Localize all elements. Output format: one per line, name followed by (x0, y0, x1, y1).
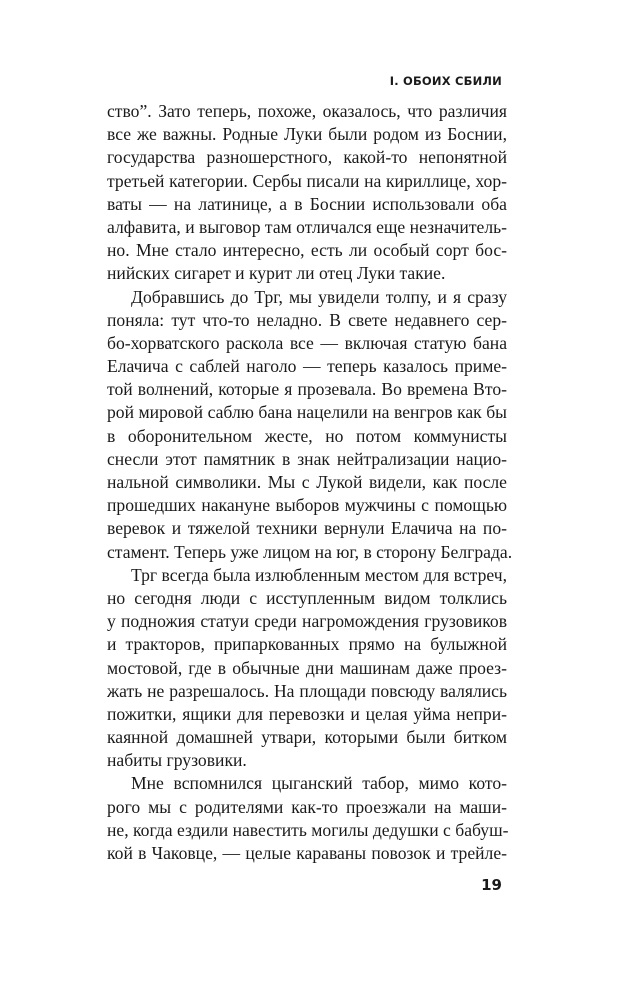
text-line: пожитки, ящики для перевозки и целая уйма непри- (107, 703, 507, 724)
text-line: снесли этот памятник в знак нейтрализации нацио- (107, 448, 507, 469)
text-line: Мне вспомнился цыганский табор, мимо кото- (131, 773, 507, 794)
page-number: 19 (481, 876, 502, 894)
text-line: мостовой, где в обычные дни машинам даже проез- (107, 657, 507, 678)
running-head: I. ОБОИХ СБИЛИ (389, 74, 502, 88)
text-line: но. Мне стало интересно, есть ли особый сорт бос- (107, 240, 507, 261)
text-line: нальной символики. Мы с Лукой видели, как после (107, 472, 507, 492)
text-line: рой мировой саблю бана нацелили на венгров как бы (107, 402, 507, 423)
paragraph (107, 772, 507, 865)
text-line: в оборонительном жесте, но потом коммунисты (107, 425, 507, 446)
text-line: веревок и тяжелой техники вернули Елачича на по- (107, 518, 507, 539)
body-text (107, 100, 513, 865)
text-line: той волнений, которые я прозевала. Во времена Вто- (107, 379, 507, 400)
text-line: ваты — на латинице, а в Боснии использовали оба (107, 193, 507, 214)
text-line: и тракторов, припаркованных прямо на булыжной (107, 634, 507, 655)
text-line: у подножия статуи среди нагромождения грузовиков (107, 611, 507, 632)
text-line: каянной домашней утвари, которыми были битком (107, 727, 507, 748)
paragraph (107, 564, 507, 773)
text-line: Трг всегда была излюбленным местом для встреч, (131, 564, 507, 585)
text-line: но сегодня люди с исступленным видом толклись (107, 587, 507, 608)
text-line: ство”. Зато теперь, похоже, оказалось, что различия (107, 101, 507, 121)
text-line: стамент. Теперь уже лицом на юг, в сторону Белграда. (107, 541, 513, 562)
text-line: Добравшись до Трг, мы увидели толпу, и я сразу (131, 286, 507, 307)
text-line: государства разношерстного, какой-то непонятной (107, 147, 507, 168)
paragraph (107, 100, 507, 286)
text-line: третьей категории. Сербы писали на кириллице, хор- (107, 170, 507, 191)
text-line: алфавита, и выговор там отличался еще незначитель- (107, 216, 507, 237)
text-line: жать не разрешалось. На площади повсюду валялись (107, 680, 507, 701)
paragraph (107, 286, 513, 564)
text-line: кой в Чаковце, — целые караваны повозок и трейле- (107, 843, 507, 863)
text-line: набиты грузовики. (107, 750, 247, 771)
text-line: бо-хорватского раскола все — включая статую бана (107, 332, 507, 353)
text-line: не, когда ездили навестить могилы дедушки с бабуш- (107, 819, 509, 840)
text-line: нийских сигарет и курит ли отец Луки такие. (107, 263, 446, 284)
text-line: рого мы с родителями как-то проезжали на маши- (107, 796, 507, 817)
text-line: все же важны. Родные Луки были родом из Боснии, (107, 124, 507, 145)
text-line: прошедших накануне выборов мужчины с помощью (107, 495, 507, 516)
text-line: поняла: тут что-то неладно. В свете недавнего сер- (107, 309, 507, 330)
text-line: Елачича с саблей наголо — теперь казалось приме- (107, 356, 507, 377)
